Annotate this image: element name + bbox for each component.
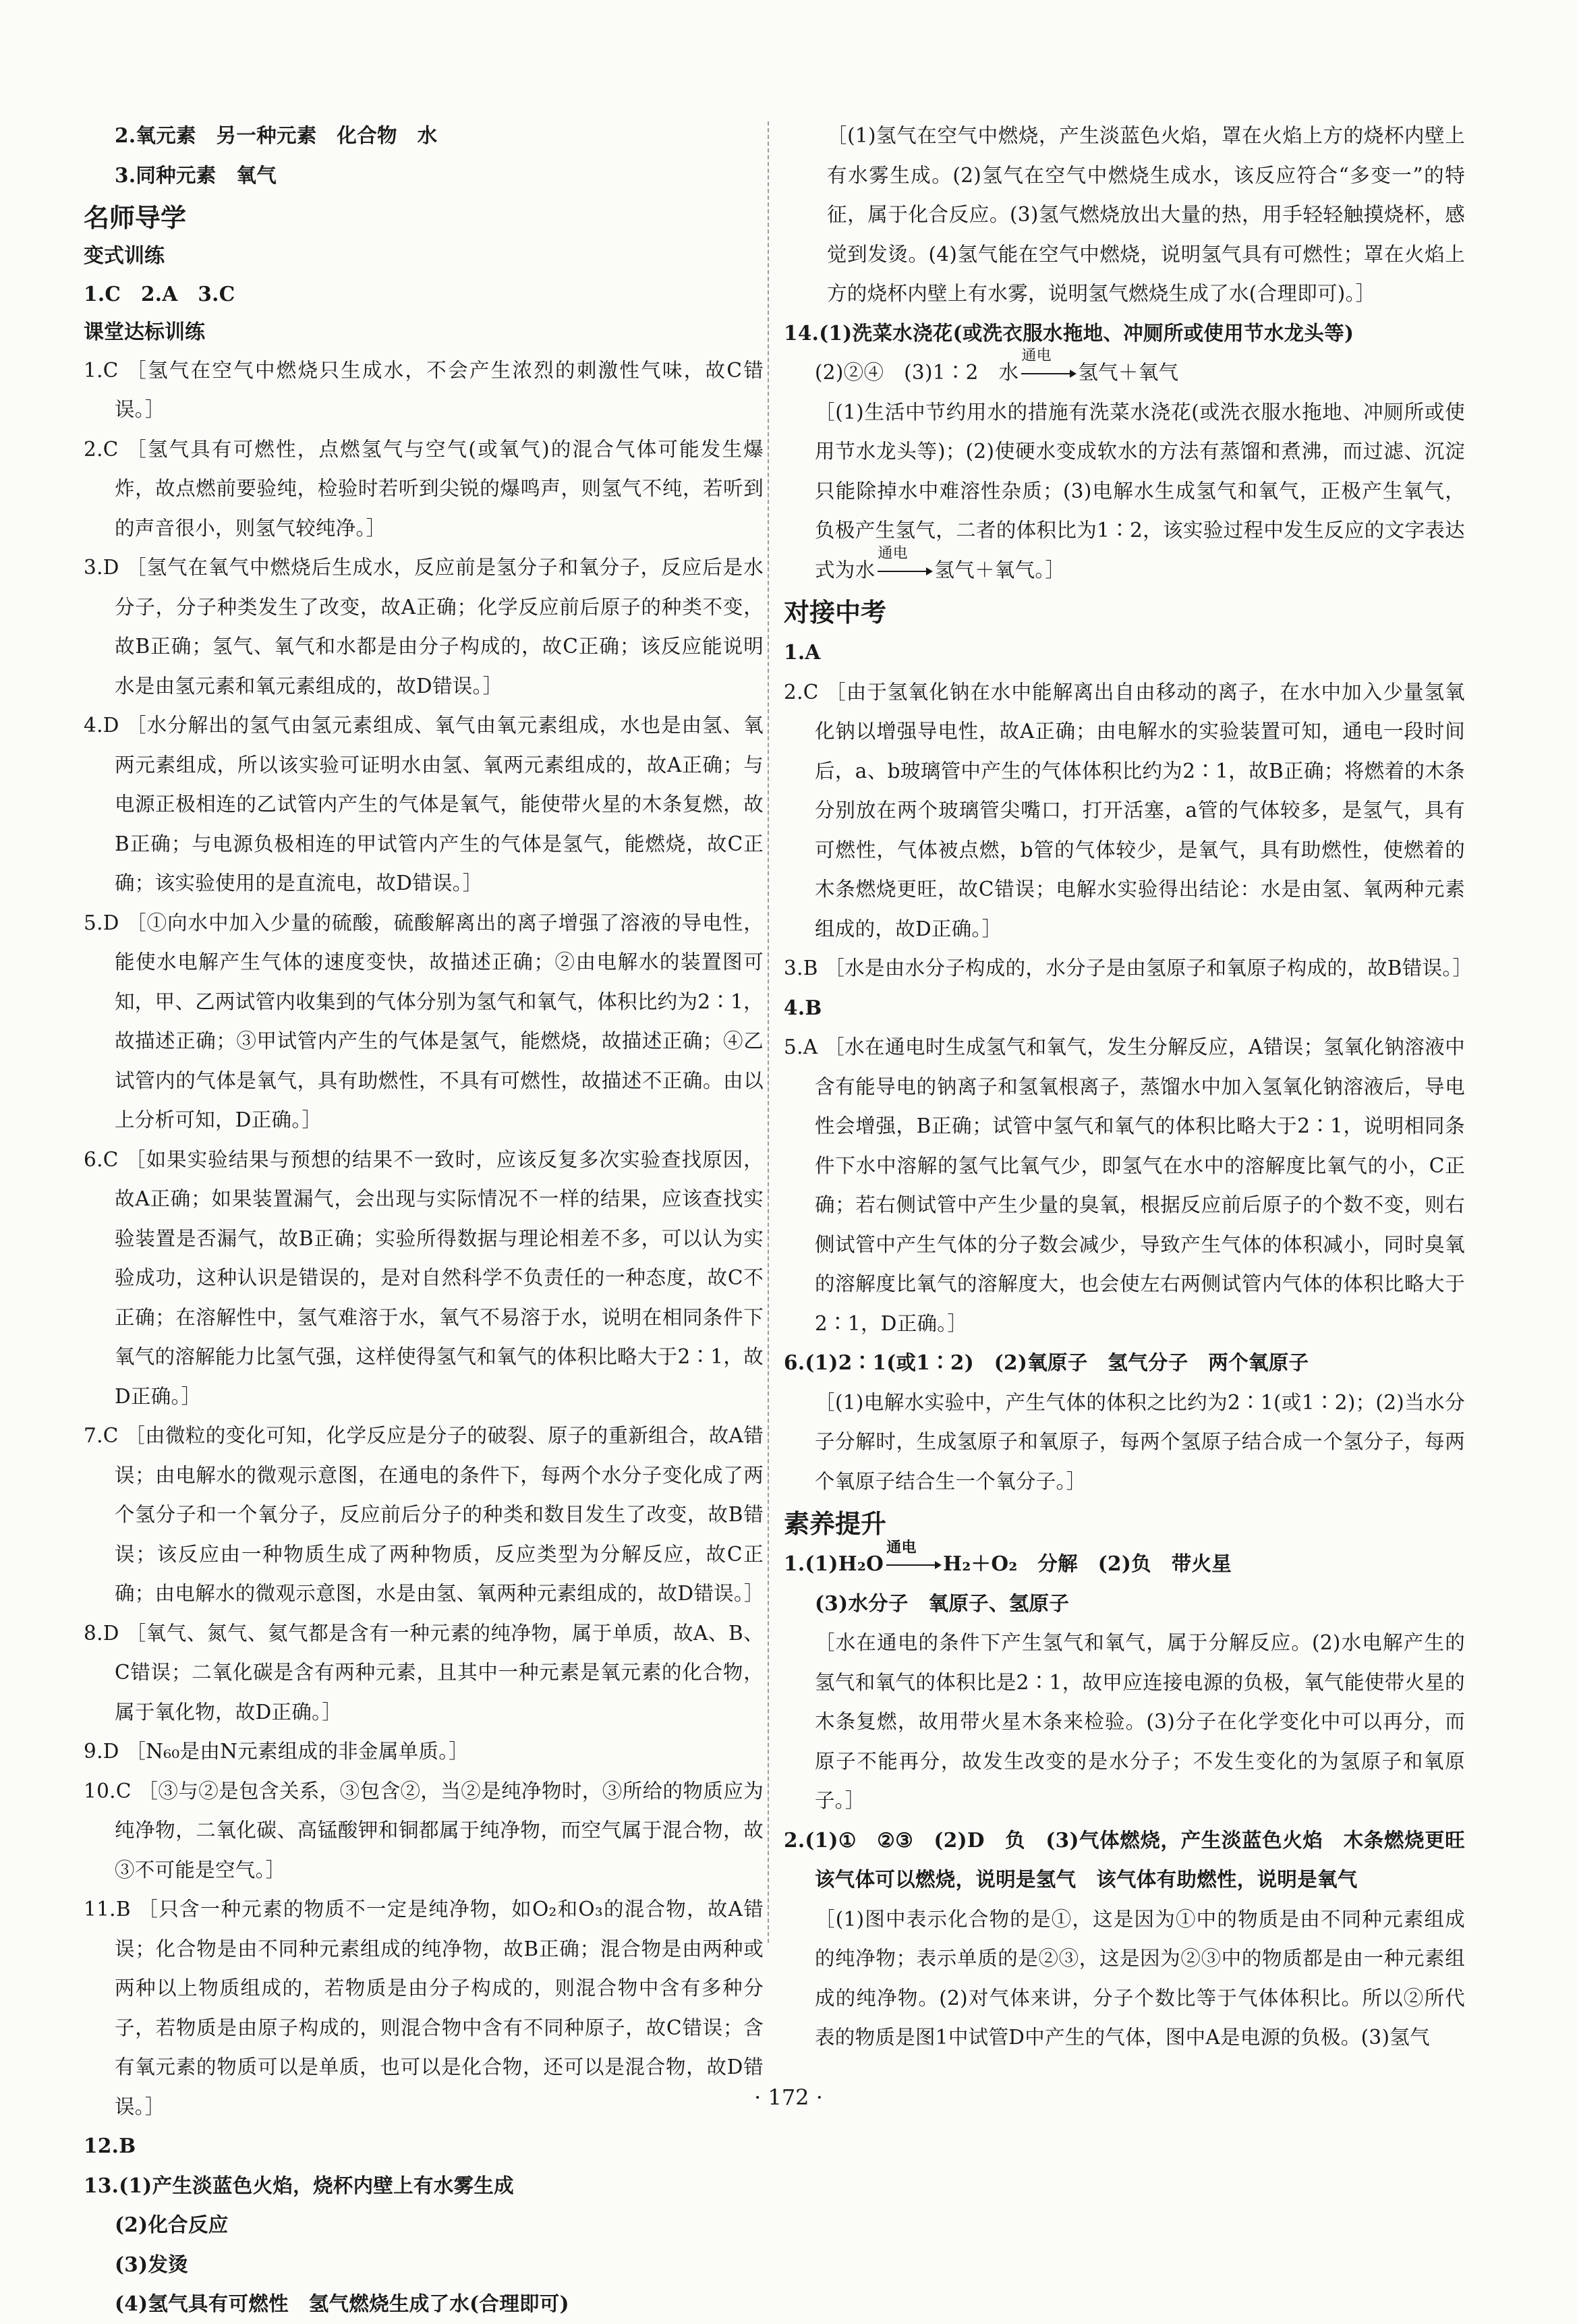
page-number: · 172 ·	[754, 2085, 823, 2110]
answer-paragraph: ［水在通电的条件下产生氢气和氧气，属于分解反应。(2)水电解产生的氢气和氧气的体积比是2∶1，故甲应连接电源的负极，氧气能使带火星的木条复燃，故用带火星木条来检验。(3)分子在化学变化中可以再分，而原子不能再分，故发生改变的是水分子；不发生变化的为氢原子和氧原子。］	[815, 1631, 1465, 1812]
answer-paragraph: 4.B	[784, 995, 822, 1019]
answer-paragraph: 9.D ［N₆₀是由N元素组成的非金属单质。］	[84, 1740, 469, 1763]
column-divider	[768, 121, 769, 1943]
answer-paragraph: 2.(1)① ②③ (2)D 负 (3)气体燃烧，产生淡蓝色火焰 木条燃烧更旺 该气体可以燃烧，说明是氢气 该气体有助燃性，说明是氧气	[784, 1827, 1485, 1891]
answer-paragraph: (4)氢气具有可燃性 氢气燃烧生成了水(合理即可)	[115, 2292, 569, 2315]
answer-paragraph: ［(1)生活中节约用水的措施有洗菜水浇花(或洗衣服水拖地、冲厕所或使用节水龙头等)；(2)使硬水变成软水的方法有蒸馏和煮沸，而过滤、沉淀只能除掉水中难溶性杂质；(3)电解水生成氢气和氧气，正极产生氧气，负极产生氢气，二者的体积比为1∶2，该实验过程中发生反应的文字表达式为水 通电 氢气＋氧气。］	[815, 400, 1465, 582]
answer-paragraph: 3.同种元素 氧气	[115, 163, 277, 187]
answer-paragraph: 2.氧元素 另一种元素 化合物 水	[115, 123, 438, 147]
left-column	[84, 116, 764, 2324]
answer-paragraph: 10.C ［③与②是包含关系，③包含②，当②是纯净物时，③所给的物质应为纯净物，二氧化碳、高锰酸钾和铜都属于纯净物，而空气属于混合物，故③不可能是空气。］	[84, 1779, 764, 1881]
answer-paragraph: 2.C ［由于氢氧化钠在水中能解离出自由移动的离子，在水中加入少量氢氧化钠以增强导电性，故A正确；由电解水的实验装置可知，通电一段时间后，a、b玻璃管中产生的气体体积比约为2∶1，故B正确；将燃着的木条分别放在两个玻璃管尖嘴口，打开活塞，a管的气体较多，是氢气，具有可燃性，气体被点燃，b管的气体较少，是氧气，具有助燃性，使燃着的木条燃烧更旺，故C错误；电解水实验得出结论：水是由氢、氧两种元素组成的，故D正确。］	[784, 680, 1465, 940]
answer-paragraph: 1.A	[784, 640, 821, 664]
reaction-arrow: 通电	[886, 1557, 940, 1573]
reaction-arrow: 通电	[878, 563, 931, 579]
answer-paragraph: 1.C 2.A 3.C	[84, 282, 235, 306]
answer-paragraph: 7.C ［由微粒的变化可知，化学反应是分子的破裂、原子的重新组合，故A错误；由电解水的微观示意图，在通电的条件下，每两个水分子变化成了两个氢分子和一个氧分子，反应前后分子的种类和数目发生了改变，故B错误；该反应由一种物质生成了两种物质，反应类型为分解反应，故C正确；由电解水的微观示意图，水是由氢、氧两种元素组成的，故D错误。］	[84, 1424, 764, 1605]
answer-paragraph: 5.D ［①向水中加入少量的硫酸，硫酸解离出的离子增强了溶液的导电性，能使水电解产生气体的速度变快，故描述正确；②由电解水的装置图可知，甲、乙两试管内收集到的气体分别为氢气和氧气，体积比约为2∶1，故描述正确；③甲试管内产生的气体是氢气，能燃烧，故描述正确；④乙试管内的气体是氧气，具有助燃性，不具有可燃性，故描述不正确。由以上分析可知，D正确。］	[84, 911, 764, 1131]
reaction-arrow: 通电	[1021, 366, 1075, 382]
answer-paragraph: 5.A ［水在通电时生成氢气和氧气，发生分解反应，A错误；氢氧化钠溶液中含有能导电的钠离子和氢氧根离子，蒸馏水中加入氢氧化钠溶液后，导电性会增强，B正确；试管中氢气和氧气的体积比略大于2∶1，说明相同条件下水中溶解的氢气比氧气少，即氢气在水中的溶解度比氧气的小，C正确；若右侧试管中产生少量的臭氧，根据反应前后原子的个数不变，则右侧试管中产生气体的分子数会减少，导致产生气体的体积减小，同时臭氧的溶解度比氧气的溶解度大，也会使左右两侧试管内气体的体积比略大于2∶1，D正确。］	[784, 1036, 1465, 1335]
answer-paragraph: 1.(1)H₂O 通电 H₂＋O₂ 分解 (2)负 带火星	[784, 1539, 1232, 1575]
section-heading: 对接中考	[784, 598, 887, 627]
answer-paragraph: (2)化合反应	[115, 2213, 229, 2236]
answer-paragraph: 4.D ［水分解出的氢气由氢元素组成、氧气由氧元素组成，水也是由氢、氧两元素组成，所以该实验可证明水由氢、氧两元素组成的，故A正确；与电源正极相连的乙试管内产生的气体是氧气，能使带火星的木条复燃，故B正确；与电源负极相连的甲试管内产生的气体是氢气，能燃烧，故C正确；该实验使用的是直流电，故D错误。］	[84, 714, 764, 895]
answer-paragraph: 11.B ［只含一种元素的物质不一定是纯净物，如O₂和O₃的混合物，故A错误；化合物是由不同种元素组成的纯净物，故B正确；混合物是由两种或两种以上物质组成的，若物质是由分子构成的，则混合物中含有多种分子，若物质是由原子构成的，则混合物中含有不同种原子，故C错误；含有氧元素的物质可以是单质，也可以是化合物，还可以是混合物，故D错误。］	[84, 1898, 764, 2118]
answer-paragraph: (3)发烫	[115, 2252, 188, 2276]
right-column	[784, 116, 1485, 2058]
answer-paragraph: 3.D ［氢气在氧气中燃烧后生成水，反应前是氢分子和氧分子，反应后是水分子，分子种类发生了改变，故A正确；化学反应前后原子的种类不变，故B正确；氢气、氧气和水都是由分子构成的，故C正确；该反应能说明水是由氢元素和氧元素组成的，故D错误。］	[84, 556, 764, 698]
answer-paragraph: (3)水分子 氧原子、氢原子	[815, 1591, 1070, 1615]
answer-paragraph: 13.(1)产生淡蓝色火焰，烧杯内壁上有水雾生成	[84, 2173, 514, 2197]
answer-paragraph: ［(1)图中表示化合物的是①，这是因为①中的物质是由不同种元素组成的纯净物；表示单质的是②③，这是因为②③中的物质都是由一种元素组成的纯净物。(2)对气体来讲，分子个数比等于气体体积比。所以②所代表的物质是图1中试管D中产生的气体，图中A是电源的负极。(3)氢气	[815, 1907, 1465, 2049]
answer-paragraph: 12.B	[84, 2134, 136, 2157]
answer-paragraph: ［(1)氢气在空气中燃烧，产生淡蓝色火焰，罩在火焰上方的烧杯内壁上有水雾生成。(2)氢气在空气中燃烧生成水，该反应符合“多变一”的特征，属于化合反应。(3)氢气燃烧放出大量的热，用手轻轻触摸烧杯，感觉到发烫。(4)氢气能在空气中燃烧，说明氢气具有可燃性；罩在火焰上方的烧杯内壁上有水雾，说明氢气燃烧生成了水(合理即可)。］	[827, 124, 1465, 305]
section-heading: 名师导学	[84, 203, 187, 233]
answer-paragraph: 6.(1)2∶1(或1∶2) (2)氧原子 氢气分子 两个氧原子	[784, 1351, 1309, 1374]
section-heading: 课堂达标训练	[84, 320, 205, 344]
answer-paragraph: 8.D ［氧气、氮气、氦气都是含有一种元素的纯净物，属于单质，故A、B、C错误；二氧化碳是含有两种元素，且其中一种元素是氧元素的化合物，属于氧化物，故D正确。］	[84, 1621, 764, 1724]
answer-paragraph: ［(1)电解水实验中，产生气体的体积之比约为2∶1(或1∶2)；(2)当水分子分解时，生成氢原子和氧原子，每两个氢原子结合成一个氢分子，每两个氧原子结合生一个氧分子。］	[815, 1390, 1465, 1493]
answer-paragraph: 2.C ［氢气具有可燃性，点燃氢气与空气(或氧气)的混合气体可能发生爆炸，故点燃前要验纯，检验时若听到尖锐的爆鸣声，则氢气不纯，若听到的声音很小，则氢气较纯净。］	[84, 437, 764, 540]
answer-paragraph: 14.(1)洗菜水浇花(或洗衣服水拖地、冲厕所或使用节水龙头等)	[784, 320, 1354, 345]
answer-paragraph: (2)②④ (3)1∶2 水 通电 氢气＋氧气	[815, 347, 1179, 384]
answer-paragraph: 3.B ［水是由水分子构成的，水分子是由氢原子和氧原子构成的，故B错误。］	[784, 957, 1473, 980]
section-heading: 变式训练	[84, 244, 165, 268]
section-heading: 素养提升	[784, 1509, 887, 1539]
answer-paragraph: 6.C ［如果实验结果与预想的结果不一致时，应该反复多次实验查找原因，故A正确；如果装置漏气，会出现与实际情况不一样的结果，应该查找实验装置是否漏气，故B正确；实验所得数据与理论相差不多，可以认为实验成功，这种认识是错误的，是对自然科学不负责任的一种态度，故C不正确；在溶解性中，氢气难溶于水，氧气不易溶于水，说明在相同条件下氧气的溶解能力比氢气强，这样使得氢气和氧气的体积比略大于2∶1，故D正确。］	[84, 1147, 764, 1408]
answer-paragraph: 1.C ［氢气在空气中燃烧只生成水，不会产生浓烈的刺激性气味，故C错误。］	[84, 358, 764, 421]
